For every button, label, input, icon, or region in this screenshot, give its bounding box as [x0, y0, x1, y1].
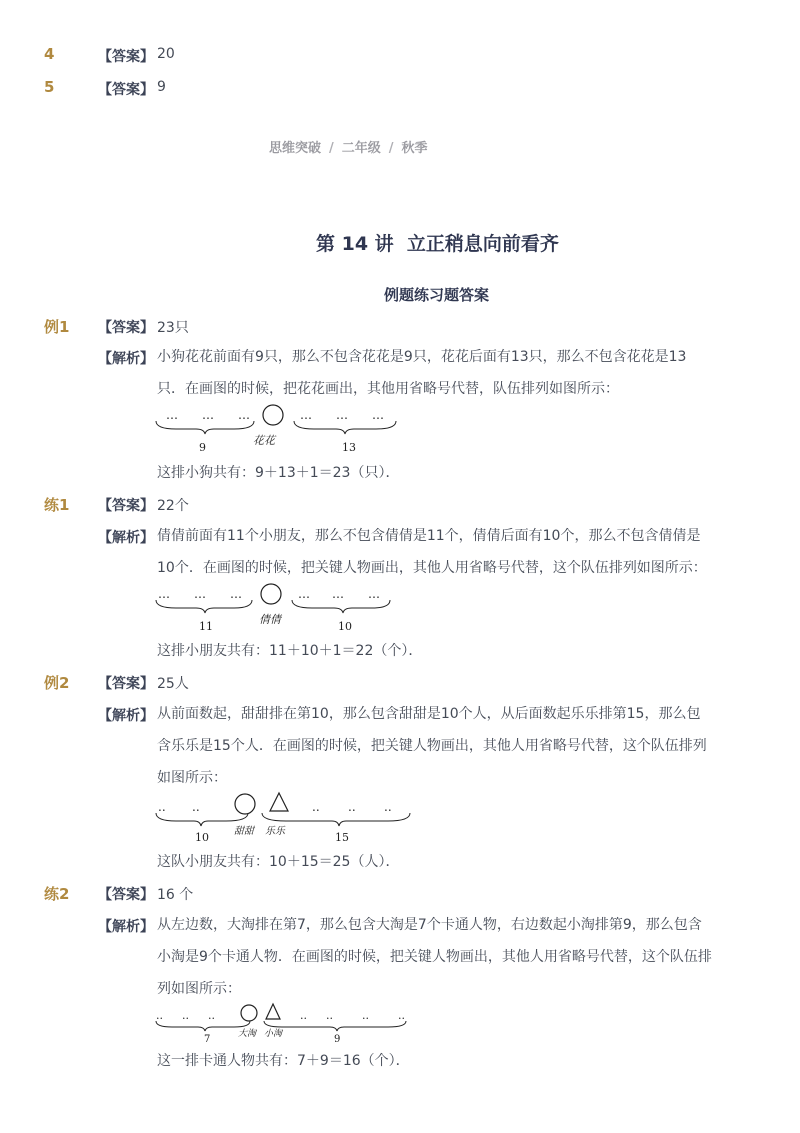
analysis-text: [157, 909, 722, 1005]
right-count: 9: [334, 1034, 341, 1045]
ellipsis: …: [194, 587, 206, 601]
key-person-name: 倩倩: [259, 613, 281, 626]
ellipsis: …: [158, 587, 170, 601]
analysis-line: 从前面数起，甜甜排在第10，那么包含甜甜是10个人，从后面数起乐乐排第15，那么包: [157, 706, 701, 722]
breadcrumb-separator: /: [388, 141, 394, 156]
analysis-tag: 【解析】: [98, 351, 154, 367]
problem-label: 例2: [44, 674, 70, 692]
analysis-line: 从左边数，大淘排在第7，那么包含大淘是7个卡通人物，右边数起小淘排第9，那么包含: [157, 917, 702, 933]
total-line: 这排小狗共有：9＋13＋1＝23（只）．: [157, 465, 400, 481]
queue-diagram: [152, 403, 402, 459]
ellipsis: …: [298, 587, 310, 601]
ellipsis: …: [166, 408, 178, 422]
queue-diagram: [152, 791, 422, 847]
left-brace: [156, 600, 252, 613]
key-person-triangle: [266, 1004, 280, 1019]
key-person-circle: [261, 584, 281, 604]
problem-label: 练2: [44, 885, 70, 903]
answer-tag: 【答案】: [98, 82, 154, 98]
key-person-circle: [241, 1005, 257, 1021]
analysis-tag: 【解析】: [98, 530, 154, 546]
left-brace: [156, 421, 254, 434]
ellipsis: ..: [300, 1009, 307, 1022]
key-person-name: 甜甜: [234, 826, 254, 837]
left-count: 7: [204, 1034, 211, 1045]
answer-tag: 【答案】: [98, 498, 154, 514]
analysis-line: 小淘是9个卡通人物．在画图的时候，把关键人物画出，其他人用省略号代替，这个队伍排列如图所示：: [157, 949, 712, 997]
left-count: 9: [199, 441, 206, 454]
breadcrumb-season: 秋季: [401, 141, 428, 156]
analysis-line: 小狗花花前面有9只，那么不包含花花是9只，花花后面有13只，那么不包含花花是13: [157, 349, 687, 365]
analysis-text: [157, 698, 717, 794]
ellipsis: …: [202, 408, 214, 422]
ellipsis: ..: [348, 800, 356, 814]
answer-tag: 【答案】: [98, 676, 154, 692]
key-person-circle: [263, 405, 283, 425]
ellipsis: …: [368, 587, 380, 601]
key-person-name: 乐乐: [265, 826, 285, 837]
analysis-line: 10个．在画图的时候，把关键人物画出，其他人用省略号代替，这个队伍排列如图所示：: [157, 560, 707, 576]
analysis-text: [157, 520, 722, 584]
answer-tag: 【答案】: [98, 320, 154, 336]
total-line: 这一排卡通人物共有：7＋9＝16（个）．: [157, 1053, 410, 1069]
ellipsis: …: [238, 408, 250, 422]
left-brace: [156, 813, 248, 826]
breadcrumb: [269, 137, 428, 156]
ellipsis: ..: [384, 800, 392, 814]
answer-tag: 【答案】: [98, 49, 154, 65]
answer-value: 22个: [157, 498, 189, 514]
key-person-name: 大淘: [238, 1029, 257, 1039]
right-count: 15: [335, 831, 349, 844]
breadcrumb-subject: 思维突破: [269, 141, 322, 156]
answer-value: 25人: [157, 676, 189, 692]
ellipsis: …: [332, 587, 344, 601]
ellipsis: ..: [312, 800, 320, 814]
question-number: 4: [44, 45, 55, 63]
ellipsis: ..: [192, 800, 200, 814]
key-person-name: 小淘: [264, 1029, 283, 1039]
answer-value: 23只: [157, 320, 189, 336]
answer-tag: 【答案】: [98, 887, 154, 903]
analysis-tag: 【解析】: [98, 919, 154, 935]
total-line: 这队小朋友共有：10＋15＝25（人）．: [157, 854, 400, 870]
answer-value: 9: [157, 79, 166, 95]
right-count: 10: [338, 620, 352, 633]
right-count: 13: [342, 441, 356, 454]
ellipsis: …: [300, 408, 312, 422]
left-count: 10: [195, 831, 209, 844]
key-person-triangle: [270, 793, 288, 811]
problem-label: 例1: [44, 318, 70, 336]
ellipsis: ..: [326, 1009, 333, 1022]
analysis-line: 含乐乐是15个人．在画图的时候，把关键人物画出，其他人用省略号代替，这个队伍排列如图所示：: [157, 738, 707, 786]
lecture-title: 第 14 讲 立正稍息向前看齐: [316, 233, 559, 255]
right-brace: [292, 600, 390, 613]
ellipsis: ..: [182, 1009, 189, 1022]
queue-diagram: [152, 1001, 412, 1047]
problem-label: 练1: [44, 496, 70, 514]
ellipsis: ..: [362, 1009, 369, 1022]
ellipsis: ..: [398, 1009, 405, 1022]
ellipsis: ..: [208, 1009, 215, 1022]
section-title: 例题练习题答案: [384, 286, 490, 304]
breadcrumb-separator: /: [329, 141, 334, 156]
right-brace: [264, 1021, 406, 1031]
left-brace: [156, 1021, 250, 1031]
left-count: 11: [199, 620, 213, 633]
right-brace: [294, 421, 396, 434]
question-number: 5: [44, 78, 55, 96]
key-person-circle: [235, 794, 255, 814]
analysis-line: 倩倩前面有11个小朋友，那么不包含倩倩是11个，倩倩后面有10个，那么不包含倩倩是: [157, 528, 701, 544]
analysis-line: 只．在画图的时候，把花花画出，其他用省略号代替，队伍排列如图所示：: [157, 381, 619, 397]
ellipsis: ..: [158, 800, 166, 814]
ellipsis: …: [230, 587, 242, 601]
breadcrumb-grade: 二年级: [341, 141, 381, 156]
ellipsis: ..: [156, 1009, 163, 1022]
total-line: 这排小朋友共有：11＋10＋1＝22（个）．: [157, 643, 423, 659]
ellipsis: …: [336, 408, 348, 422]
answer-value: 20: [157, 46, 175, 62]
analysis-text: [157, 341, 722, 405]
queue-diagram: [152, 582, 402, 638]
analysis-tag: 【解析】: [98, 708, 154, 724]
right-brace: [262, 813, 410, 826]
ellipsis: …: [372, 408, 384, 422]
answer-value: 16 个: [157, 887, 194, 903]
key-person-name: 花花: [253, 434, 275, 447]
